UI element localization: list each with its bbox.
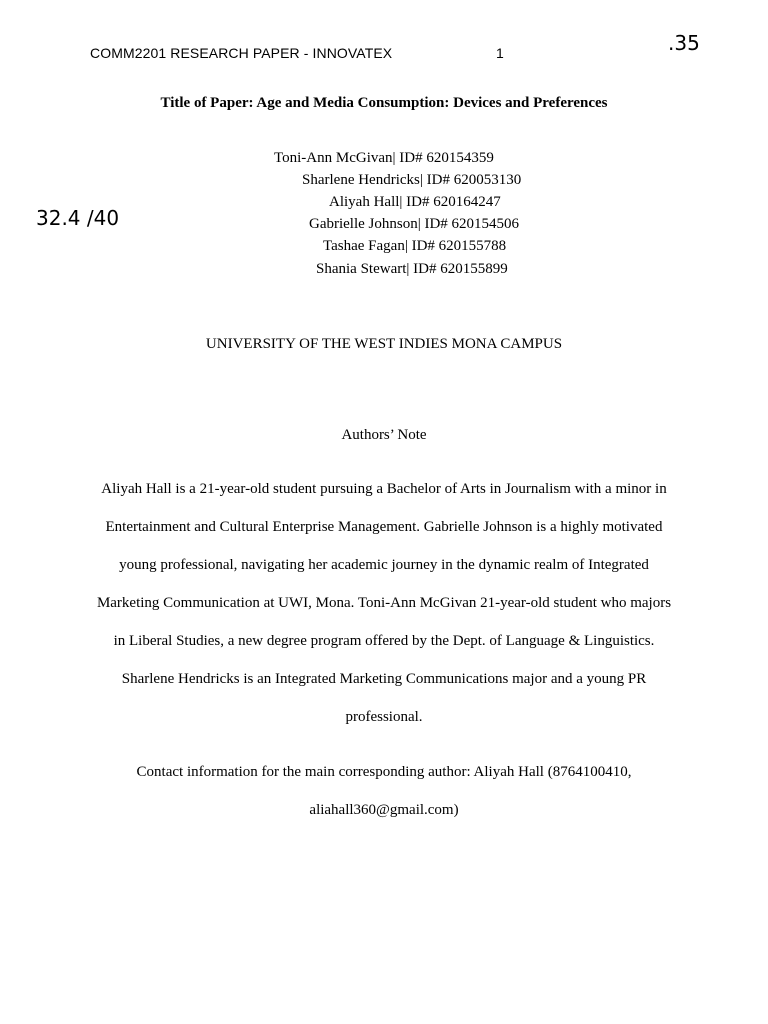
note-paragraph-line: Sharlene Hendricks is an Integrated Marketing Communications major and a young PR [121,671,647,687]
note-paragraph-line: Aliyah Hall is a 21-year-old student pursuing a Bachelor of Arts in Journalism with a minor in [101,481,667,497]
author-line: Tashae Fagan| ID# 620155788 [323,238,507,254]
institution-name: UNIVERSITY OF THE WEST INDIES MONA CAMPUS [205,336,563,352]
note-paragraph-line: Marketing Communication at UWI, Mona. Toni-Ann McGivan 21-year-old student who majors [96,595,672,611]
contact-email-line: aliahall360@gmail.com) [309,802,459,818]
authors-note-heading: Authors’ Note [341,427,427,443]
author-line: Gabrielle Johnson| ID# 620154506 [309,216,520,232]
author-line: Sharlene Hendricks| ID# 620053130 [302,172,522,188]
running-head: COMM2201 RESEARCH PAPER - INNOVATEX [90,45,393,61]
paper-title: Title of Paper: Age and Media Consumption: Devices and Preferences [160,95,608,111]
page-number: 1 [496,45,504,61]
note-paragraph-line: young professional, navigating her academic journey in the dynamic realm of Integrated [119,557,649,573]
note-paragraph-line: professional. [345,709,423,725]
contact-info-line: Contact information for the main corresponding author: Aliyah Hall (8764100410, [136,764,632,780]
handwritten-grade-left: 32.4 /40 [36,206,120,230]
author-line: Shania Stewart| ID# 620155899 [316,261,508,277]
author-line: Toni-Ann McGivan| ID# 620154359 [274,150,494,166]
note-paragraph-line: Entertainment and Cultural Enterprise Management. Gabrielle Johnson is a highly motivated [105,519,663,535]
note-paragraph-line: in Liberal Studies, a new degree program offered by the Dept. of Language & Linguistics. [113,633,655,649]
author-line: Aliyah Hall| ID# 620164247 [329,194,501,210]
handwritten-grade-top: .35 [668,31,700,55]
